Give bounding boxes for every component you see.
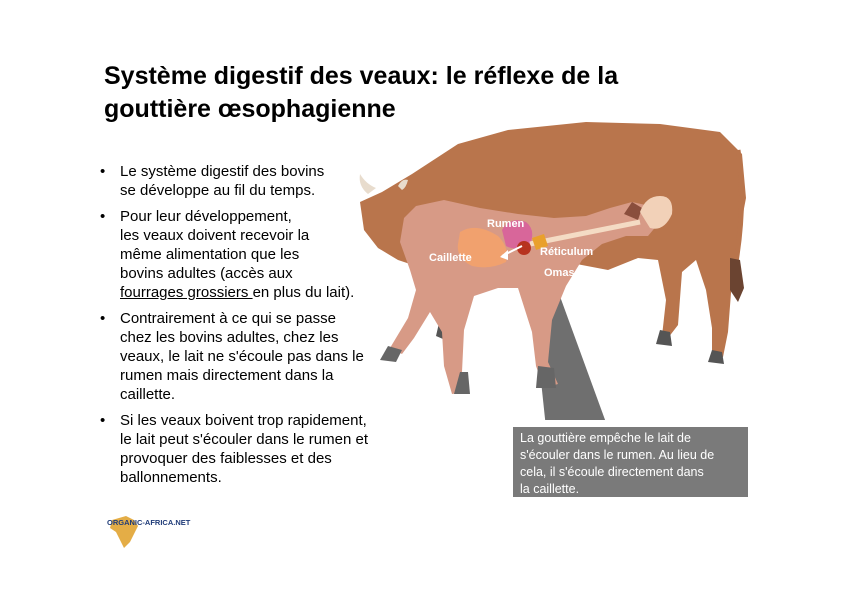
callout-line: cela, il s'écoule directement dans [520, 465, 704, 479]
bullet-line: • Contrairement à ce qui se passe [120, 310, 336, 327]
bullet-line: bovins adultes (accès aux [120, 265, 293, 282]
bullet-line-tail: en plus du lait). [252, 284, 355, 301]
callout-line: la caillette. [520, 482, 580, 496]
africa-map-icon [104, 510, 214, 550]
bullet-line: se développe au fil du temps. [120, 182, 316, 199]
fourrages-grossiers-link[interactable]: fourrages grossiers [120, 284, 253, 301]
bullet-line: rumen mais directement dans la [120, 367, 334, 384]
cow-calf-illustration [340, 110, 760, 420]
bullet-item [98, 411, 398, 487]
bullet-line: • Si les veaux boivent trop rapidement, [120, 412, 367, 429]
callout-box [513, 427, 748, 497]
reticulum-label: Réticulum [540, 246, 594, 258]
caillette-label: Caillette [429, 252, 472, 264]
bullet-line: caillette. [120, 386, 176, 403]
bullet-line: même alimentation que les [120, 246, 300, 263]
title-line-2: gouttière œsophagienne [104, 95, 396, 123]
bullet-line: • Le système digestif des bovins [120, 163, 325, 180]
bullet-line: • Pour leur développement, [120, 208, 292, 225]
bullet-line: veaux, le lait ne s'écoule pas dans le [120, 348, 364, 365]
title-line-1: Système digestif des veaux: le réflexe de la [104, 62, 619, 90]
rumen-label: Rumen [487, 218, 525, 230]
bullet-line: ballonnements. [120, 469, 222, 486]
callout-line: s'écouler dans le rumen. Au lieu de [520, 448, 715, 462]
logo-text: ORGANIC-AFRICA.NET [107, 518, 191, 527]
bullet-line: le lait peut s'écouler dans le rumen et [120, 431, 369, 448]
bullet-line: provoquer des faiblesses et des [120, 450, 332, 467]
callout-line: La gouttière empêche le lait de [520, 431, 691, 445]
bullet-line: les veaux doivent recevoir la [120, 227, 310, 244]
bullet-line: chez les bovins adultes, chez les [120, 329, 339, 346]
omasum-label: Omas [544, 267, 575, 279]
